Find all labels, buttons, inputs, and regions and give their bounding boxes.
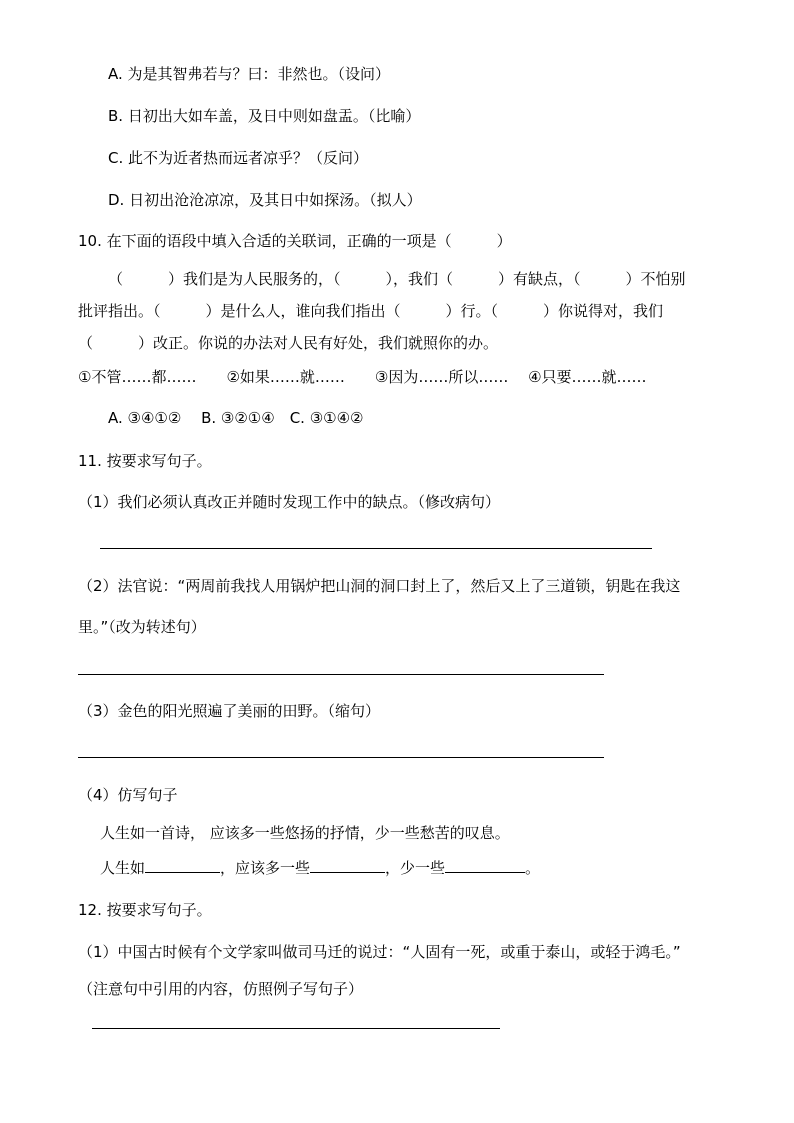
q9-option-b: B. 日初出大如车盖，及日中则如盘盂。（比喻） xyxy=(108,107,421,125)
q9-option-c: C. 此不为近者热而远者凉乎？（反问） xyxy=(108,149,369,167)
imitate-part-1: 人生如 xyxy=(100,859,146,877)
q12-answer-line-1[interactable] xyxy=(92,1028,500,1029)
q11-item-3: （3）金色的阳光照遍了美丽的田野。（缩句） xyxy=(78,702,381,720)
imitate-part-3: ，少一些 xyxy=(385,859,446,877)
q11-item-2-line-2: 里。”（改为转述句） xyxy=(78,618,206,636)
q11-item-2-line-1: （2）法官说：“两周前我找人用锅炉把山洞的洞口封上了，然后又上了三道锁，钥匙在我这 xyxy=(78,577,681,595)
q12-title: 12. 按要求写句子。 xyxy=(78,901,212,919)
q10-passage-line-2: 批评指出。（ ）是什么人，谁向我们指出（ ）行。（ ）你说得对，我们 xyxy=(78,302,664,320)
q11-answer-line-2[interactable] xyxy=(78,674,604,675)
q12-item-1-line-2: （注意句中引用的内容，仿照例子写句子） xyxy=(78,980,364,998)
q10-choices: A. ③④①② B. ③②①④ C. ③①④② xyxy=(108,409,364,427)
imitate-blank-3[interactable] xyxy=(445,858,525,873)
q10-passage-line-1: （ ）我们是为人民服务的，（ ），我们（ ）有缺点，（ ）不怕别 xyxy=(108,270,686,288)
q11-title: 11. 按要求写句子。 xyxy=(78,452,212,470)
q11-answer-line-1[interactable] xyxy=(100,548,652,549)
q11-example-sentence: 人生如一首诗， 应该多一些悠扬的抒情，少一些愁苦的叹息。 xyxy=(100,824,510,842)
imitate-blank-1[interactable] xyxy=(145,858,220,873)
imitate-part-4: 。 xyxy=(525,859,541,877)
q9-option-a: A. 为是其智弗若与？曰：非然也。（设问） xyxy=(108,65,391,83)
q10-stem: 10. 在下面的语段中填入合适的关联词，正确的一项是（ ） xyxy=(78,232,512,250)
q11-item-1: （1）我们必须认真改正并随时发现工作中的缺点。（修改病句） xyxy=(78,493,501,511)
imitate-blank-2[interactable] xyxy=(310,858,385,873)
q11-imitate-sentence xyxy=(100,858,540,878)
q10-passage-line-3: （ ）改正。你说的办法对人民有好处，我们就照你的办。 xyxy=(78,334,499,352)
q12-item-1-line-1: （1）中国古时候有个文学家叫做司马迁的说过：“人固有一死，或重于泰山，或轻于鸿毛。” xyxy=(78,943,681,961)
q9-option-d: D. 日初出沧沧凉凉，及其日中如探汤。（拟人） xyxy=(108,191,422,209)
q10-connectives: ①不管……都…… ②如果……就…… ③因为……所以…… ④只要……就…… xyxy=(78,368,647,386)
imitate-part-2: ，应该多一些 xyxy=(220,859,311,877)
q11-item-4: （4）仿写句子 xyxy=(78,786,178,804)
q11-answer-line-3[interactable] xyxy=(78,757,604,758)
